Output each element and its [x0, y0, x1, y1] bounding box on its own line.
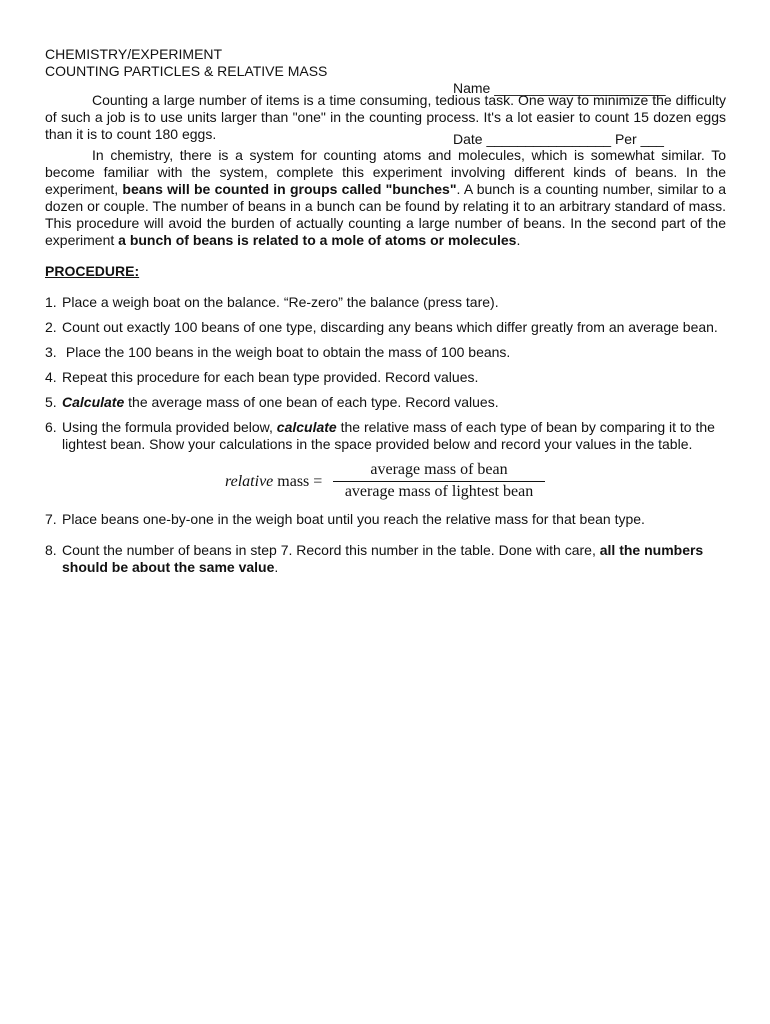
procedure-step-6: [45, 419, 726, 453]
course-title: CHEMISTRY/EXPERIMENT: [45, 46, 223, 62]
name-field[interactable]: Name ______________________: [453, 80, 666, 96]
step-text: Place the 100 beans in the weigh boat to obtain the mass of 100 beans.: [62, 344, 511, 360]
intro-p2-text-a: In chemistry, there is a system for counting atoms and molecules, which is somewhat similar. To become familiar with the system, complete this experiment involving different kinds of beans. In the experiment,: [45, 147, 726, 197]
fraction-bar: [333, 481, 545, 482]
step-text-b: the relative mass of each type of bean by comparing it to the lightest bean. Show your calculations in the space provided below and record your values in the table.: [62, 419, 715, 452]
intro-p2-text-e: .: [516, 232, 521, 248]
step-number: 5.: [45, 394, 57, 410]
step-text: Place a weigh boat on the balance. “Re-zero” the balance (press tare).: [62, 294, 499, 310]
step-number: 2.: [45, 319, 57, 335]
step-number: 4.: [45, 369, 57, 385]
formula-numerator: average mass of bean: [370, 461, 508, 478]
procedure-step-5: [45, 394, 726, 411]
date-period-fields: [453, 131, 666, 148]
procedure-step-2: [45, 319, 726, 336]
step-number: 8.: [45, 542, 57, 558]
intro-paragraph-1: Counting a large number of items is a time consuming, tedious task. One way to minimize the difficulty of such a job is to use units larger than "one" in the counting process. It's a lot easier to count 15 dozen eggs than it is to count 180 eggs.: [45, 92, 726, 142]
procedure-steps: [45, 294, 726, 576]
procedure-step-8: [45, 542, 726, 576]
course-title-block: [45, 46, 327, 80]
formula-lhs: [225, 473, 322, 490]
step-emphasis: Calculate: [62, 394, 125, 410]
step-text: Count the number of beans in step 7. Record this number in the table. Done with care,: [62, 542, 600, 558]
formula-lhs-rest: mass =: [273, 473, 323, 490]
worksheet-page: [45, 46, 726, 584]
step-text: the average mass of one bean of each type. Record values.: [124, 394, 499, 410]
procedure-step-1: [45, 294, 726, 311]
intro-p2-text-c: . A bunch is a counting number, similar to a dozen or couple. The number of beans in a bunch can be found by relating it to an arbitrary standard of mass. This procedure will avoid the burden of actually counting a large number of beans. In the second part of the experiment: [45, 181, 726, 248]
procedure-heading: PROCEDURE:: [45, 263, 140, 279]
step-end: .: [274, 559, 279, 575]
procedure-step-3: [45, 344, 726, 361]
step-text: Count out exactly 100 beans of one type, discarding any beans which differ greatly from an average bean.: [62, 319, 718, 335]
step-bold: all the numbers should be about the same value: [62, 542, 704, 575]
step-text-a: Using the formula provided below,: [62, 419, 277, 435]
date-field[interactable]: Date ________________: [453, 131, 612, 147]
step-number: 7.: [45, 511, 57, 527]
formula-fraction: [333, 461, 545, 503]
step-emphasis: calculate: [276, 419, 337, 435]
step-number: 1.: [45, 294, 57, 310]
step-text: Repeat this procedure for each bean type provided. Record values.: [62, 369, 479, 385]
student-info-block: [453, 46, 666, 182]
formula-lhs-italic: relative: [225, 473, 274, 490]
procedure-step-7: [45, 511, 726, 528]
experiment-title: COUNTING PARTICLES & RELATIVE MASS: [45, 63, 328, 79]
procedure-step-4: [45, 369, 726, 386]
period-field[interactable]: Per ___: [614, 131, 664, 147]
formula-denominator: average mass of lightest bean: [344, 483, 534, 500]
step-number: 6.: [45, 419, 57, 435]
intro-p2-bold-bunches: beans will be counted in groups called "bunches": [122, 181, 457, 197]
step-text: Place beans one-by-one in the weigh boat until you reach the relative mass for that bean type.: [62, 511, 645, 527]
intro-p2-bold-mole: a bunch of beans is related to a mole of atoms or molecules: [118, 232, 517, 248]
relative-mass-formula: [45, 461, 726, 505]
step-number: 3.: [45, 344, 57, 360]
